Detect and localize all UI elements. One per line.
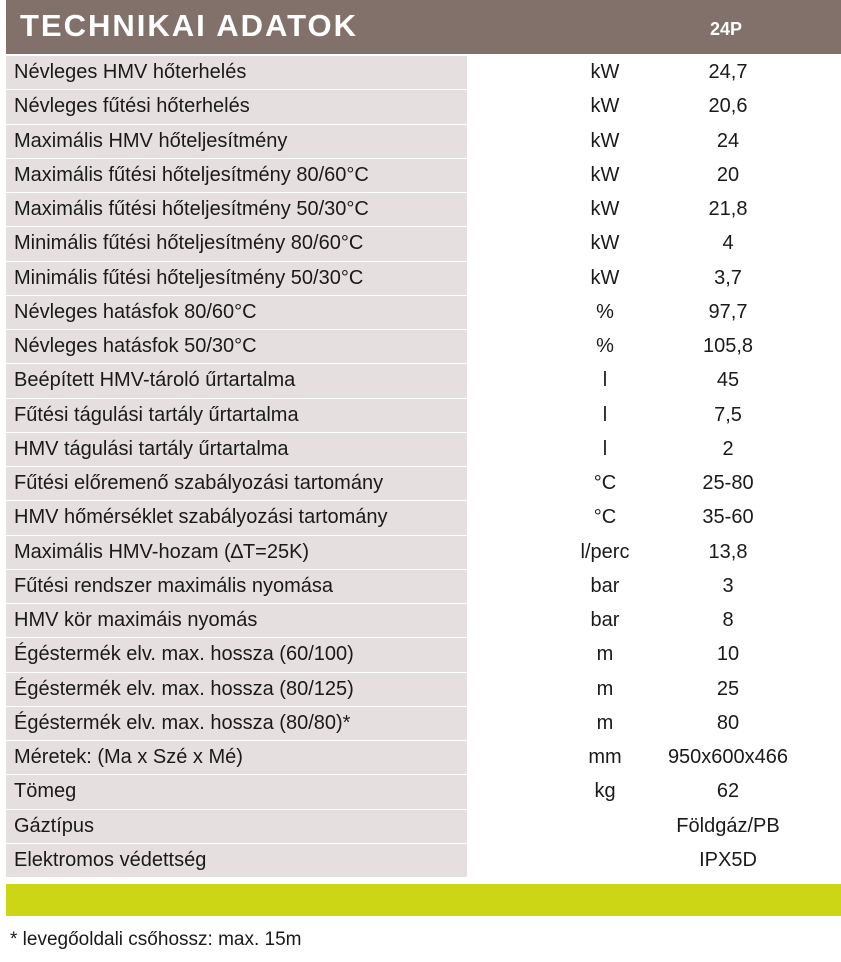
- row-label: Égéstermék elv. max. hossza (80/80)*: [6, 707, 468, 740]
- table-row: [6, 810, 841, 844]
- table-row: [6, 90, 841, 124]
- row-label: Névleges HMV hőterhelés: [6, 56, 468, 89]
- table-row: [6, 673, 841, 707]
- row-value: 10: [716, 643, 740, 666]
- row-label: Fűtési rendszer maximális nyomása: [6, 570, 468, 603]
- row-label: Maximális fűtési hőteljesítmény 80/60°C: [6, 159, 468, 192]
- row-value: 8: [722, 609, 734, 631]
- row-values: [468, 536, 841, 569]
- table-row: [6, 467, 841, 501]
- row-label: Névleges hatásfok 50/30°C: [6, 330, 468, 363]
- row-value: 7,5: [714, 403, 742, 426]
- row-values: [468, 90, 841, 123]
- row-unit: [562, 810, 648, 843]
- table-row: [6, 604, 841, 638]
- row-value: 13,8: [708, 540, 748, 563]
- table-row: [6, 638, 841, 672]
- row-value: 20,6: [708, 95, 748, 118]
- row-label: Névleges fűtési hőterhelés: [6, 90, 468, 123]
- row-unit: kW: [590, 95, 620, 118]
- row-unit: kg: [594, 780, 616, 803]
- row-value: 97,7: [708, 300, 748, 323]
- row-unit: [562, 844, 648, 877]
- model-name: 24P: [710, 19, 743, 39]
- row-label: Maximális fűtési hőteljesítmény 50/30°C: [6, 193, 468, 226]
- row-unit: mm: [588, 746, 622, 768]
- row-value: 24: [716, 129, 740, 152]
- row-unit: °C: [593, 472, 617, 494]
- table-title: TECHNIKAI ADATOK: [20, 8, 358, 43]
- row-unit: l: [602, 369, 608, 392]
- row-unit: kW: [590, 232, 620, 255]
- table-row: [6, 741, 841, 775]
- row-values: [468, 741, 841, 774]
- row-unit: bar: [590, 574, 620, 597]
- accent-bar: [6, 884, 841, 916]
- row-value: 45: [716, 369, 740, 392]
- row-values: [468, 501, 841, 534]
- row-unit: °C: [593, 506, 617, 529]
- row-values: [468, 570, 841, 603]
- table-row: [6, 364, 841, 398]
- row-value: 3: [722, 574, 734, 597]
- row-label: Elektromos védettség: [6, 844, 468, 877]
- row-value: IPX5D: [699, 848, 757, 871]
- row-value: 2: [722, 437, 734, 460]
- row-values: [468, 193, 841, 226]
- row-unit: %: [596, 335, 614, 357]
- row-label: HMV kör maximáis nyomás: [6, 604, 468, 637]
- row-value: 24,7: [708, 61, 748, 83]
- table-header: [6, 0, 841, 56]
- table-row: [6, 227, 841, 261]
- row-label: Méretek: (Ma x Szé x Mé): [6, 741, 468, 774]
- table-row: [6, 193, 841, 227]
- row-label: Minimális fűtési hőteljesítmény 50/30°C: [6, 262, 468, 295]
- row-label: Maximális HMV-hozam (∆T=25K): [6, 536, 468, 569]
- row-unit: %: [596, 300, 614, 323]
- row-unit: kW: [590, 163, 620, 186]
- table-row: [6, 399, 841, 433]
- row-values: [468, 296, 841, 329]
- spec-table: [6, 56, 841, 878]
- row-value: 35-60: [702, 506, 754, 529]
- table-row: [6, 570, 841, 604]
- row-value: Földgáz/PB: [676, 814, 780, 837]
- row-value: 3,7: [714, 266, 742, 289]
- row-unit: l/perc: [580, 540, 630, 563]
- row-values: [468, 125, 841, 158]
- table-row: [6, 330, 841, 364]
- row-label: HMV hőmérséklet szabályozási tartomány: [6, 501, 468, 534]
- row-value: 25: [716, 677, 740, 700]
- table-row: [6, 296, 841, 330]
- table-row: [6, 159, 841, 193]
- row-unit: m: [596, 677, 614, 700]
- row-values: [468, 638, 841, 671]
- row-label: Fűtési tágulási tartály űrtartalma: [6, 399, 468, 432]
- row-label: Minimális fűtési hőteljesítmény 80/60°C: [6, 227, 468, 260]
- row-label: Égéstermék elv. max. hossza (60/100): [6, 638, 468, 671]
- table-row: [6, 707, 841, 741]
- row-unit: bar: [590, 609, 620, 631]
- row-unit: kW: [590, 61, 620, 83]
- row-label: Beépített HMV-tároló űrtartalma: [6, 364, 468, 397]
- row-values: [468, 775, 841, 808]
- row-values: [468, 159, 841, 192]
- row-values: [468, 467, 841, 500]
- row-values: [468, 673, 841, 706]
- row-values: [468, 330, 841, 363]
- row-label: HMV tágulási tartály űrtartalma: [6, 433, 468, 466]
- row-label: Fűtési előremenő szabályozási tartomány: [6, 467, 468, 500]
- row-values: [468, 262, 841, 295]
- footnote: * levegőoldali csőhossz: max. 15m: [10, 929, 302, 950]
- table-row: [6, 262, 841, 296]
- row-value: 62: [716, 780, 740, 803]
- row-values: [468, 604, 841, 637]
- row-values: [468, 433, 841, 466]
- table-row: [6, 433, 841, 467]
- row-value: 21,8: [708, 198, 748, 220]
- table-row: [6, 56, 841, 90]
- row-values: [468, 844, 841, 877]
- table-row: [6, 501, 841, 535]
- row-label: Névleges hatásfok 80/60°C: [6, 296, 468, 329]
- row-values: [468, 707, 841, 740]
- row-label: Maximális HMV hőteljesítmény: [6, 125, 468, 158]
- table-row: [6, 775, 841, 809]
- row-value: 105,8: [702, 335, 754, 357]
- row-label: Tömeg: [6, 775, 468, 808]
- row-unit: l: [602, 437, 608, 460]
- table-row: [6, 536, 841, 570]
- table-row: [6, 125, 841, 159]
- row-unit: l: [602, 403, 608, 426]
- table-row: [6, 844, 841, 878]
- row-values: [468, 56, 841, 89]
- row-label: Égéstermék elv. max. hossza (80/125): [6, 673, 468, 706]
- row-value: 80: [716, 711, 740, 734]
- row-value: 20: [716, 163, 740, 186]
- row-values: [468, 227, 841, 260]
- row-unit: kW: [590, 198, 620, 220]
- row-unit: m: [596, 711, 614, 734]
- row-values: [468, 364, 841, 397]
- row-unit: kW: [590, 266, 620, 289]
- row-value: 25-80: [702, 472, 754, 494]
- row-values: [468, 810, 841, 843]
- row-label: Gáztípus: [6, 810, 468, 843]
- row-value: 950x600x466: [667, 746, 789, 768]
- row-value: 4: [722, 232, 734, 255]
- row-values: [468, 399, 841, 432]
- row-unit: m: [596, 643, 614, 666]
- row-unit: kW: [590, 129, 620, 152]
